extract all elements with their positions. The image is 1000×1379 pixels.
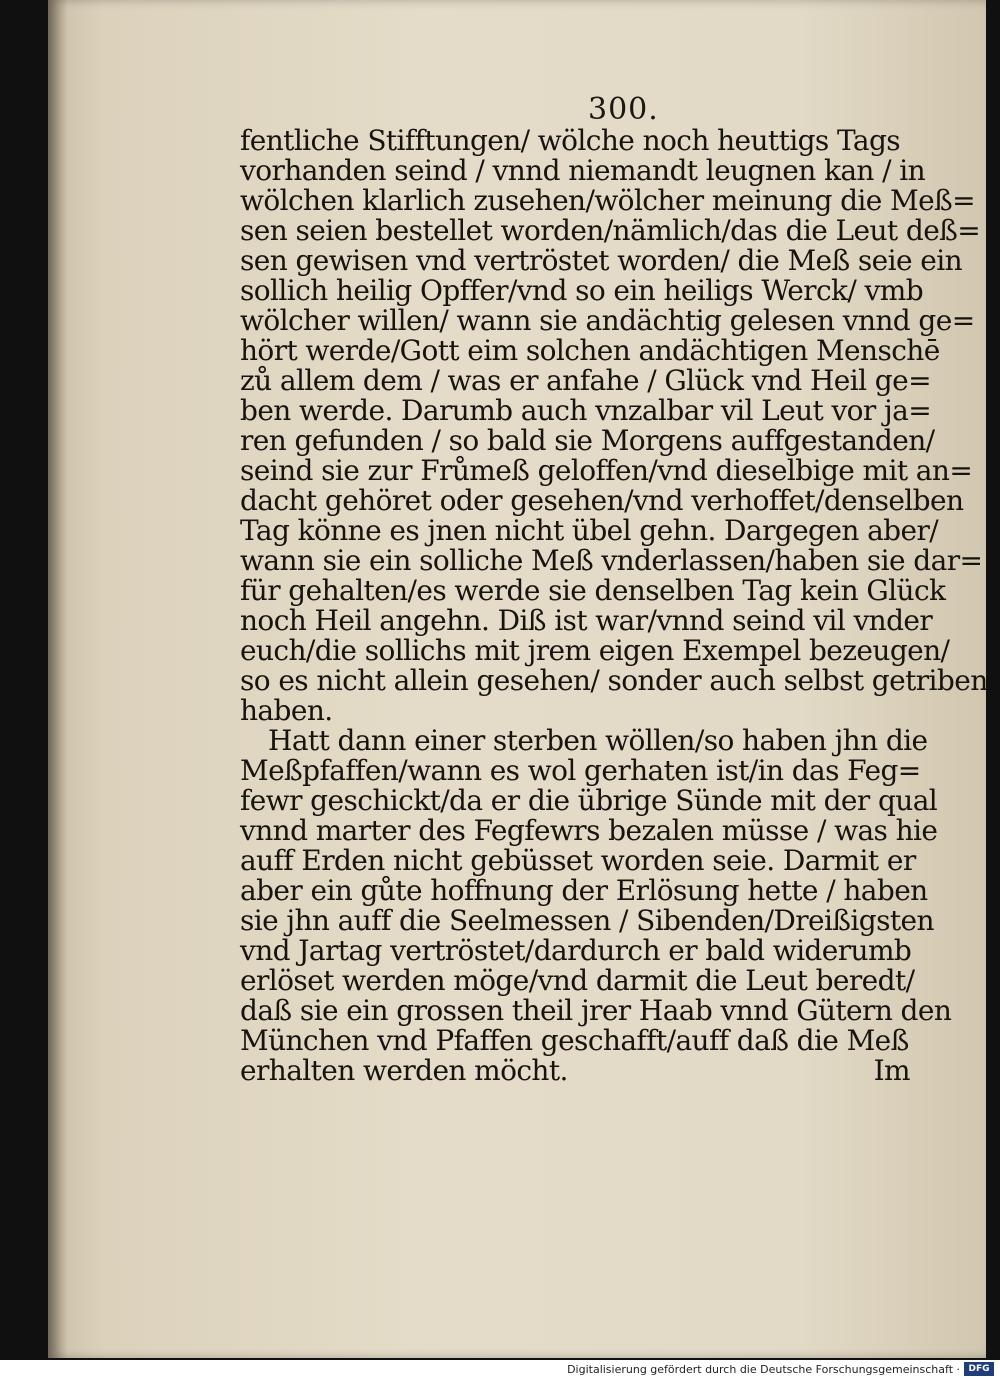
text-line: noch Heil angehn. Diß ist war/vnnd seind vil vnder: [240, 604, 933, 637]
funding-credit: Digitalisierung gefördert durch die Deutsche Forschungsgemeinschaft ·: [567, 1363, 960, 1376]
text-line: auff Erden nicht gebüsset worden seie. Darmit er: [240, 844, 916, 877]
text-line-last: [240, 1054, 910, 1087]
text-line: fentliche Stifftungen/ wölche noch heuttigs Tags: [240, 124, 901, 157]
gutter-shadow: [48, 0, 68, 1358]
page-number: 300.: [588, 92, 659, 127]
text-line: haben.: [240, 694, 333, 727]
text-line: fewr geschickt/da er die übrige Sünde mit der qual: [240, 784, 938, 817]
text-line: erlöset werden möge/vnd darmit die Leut beredt/: [240, 964, 915, 997]
text-line: daß sie ein grossen theil jrer Haab vnnd Gütern den: [240, 994, 952, 1027]
text-line: sie jhn auff die Seelmessen / Sibenden/Dreißigsten: [240, 904, 934, 937]
text-line: aber ein gůte hoffnung der Erlösung hette / haben: [240, 874, 928, 907]
text-line: ren gefunden / so bald sie Morgens auffgestanden/: [240, 424, 935, 457]
text-line: hört werde/Gott eim solchen andächtigen Menschē: [240, 334, 940, 367]
dfg-logo-icon: DFG: [964, 1362, 994, 1376]
text-line: Hatt dann einer sterben wöllen/so haben jhn die: [268, 724, 928, 757]
text-line: Tag könne es jnen nicht übel gehn. Dargegen aber/: [240, 514, 939, 547]
catchword: Im: [873, 1054, 910, 1087]
text-line: sen gewisen vnd vertröstet worden/ die Meß seie ein: [240, 244, 963, 277]
text-line: so es nicht allein gesehen/ sonder auch selbst getriben: [240, 664, 988, 697]
text-line: für gehalten/es werde sie denselben Tag kein Glück: [240, 574, 946, 607]
text-line: wölcher willen/ wann sie andächtig gelesen vnnd ge=: [240, 304, 975, 337]
text-line: euch/die sollichs mit jrem eigen Exempel bezeugen/: [240, 634, 950, 667]
text-line: zů allem dem / was er anfahe / Glück vnd Heil ge=: [240, 364, 931, 397]
text-line: wann sie ein solliche Meß vnderlassen/haben sie dar=: [240, 544, 983, 577]
text-line: vorhanden seind / vnnd niemandt leugnen kan / in: [240, 154, 926, 187]
footer-bar: [0, 1360, 1000, 1379]
text-line: sen seien bestellet worden/nämlich/das die Leut deß=: [240, 214, 981, 247]
text-line: wölchen klarlich zusehen/wölcher meinung die Meß=: [240, 184, 976, 217]
text-line: ben werde. Darumb auch vnzalbar vil Leut vor ja=: [240, 394, 932, 427]
text-line: seind sie zur Frůmeß geloffen/vnd dieselbige mit an=: [240, 454, 973, 487]
text-line: Meßpfaffen/wann es wol gerhaten ist/in das Feg=: [240, 754, 921, 787]
page-text: [240, 124, 988, 1087]
text-line: vnd Jartag vertröstet/dardurch er bald widerumb: [240, 934, 912, 967]
text-line: sollich heilig Opffer/vnd so ein heiligs Werck/ vmb: [240, 274, 924, 307]
text-line: dacht gehöret oder gesehen/vnd verhoffet/denselben: [240, 484, 964, 517]
text-line: München vnd Pfaffen geschafft/auff daß die Meß: [240, 1024, 909, 1057]
text-line: vnnd marter des Fegfewrs bezalen müsse / was hie: [240, 814, 938, 847]
text-line: erhalten werden möcht.: [240, 1054, 568, 1087]
